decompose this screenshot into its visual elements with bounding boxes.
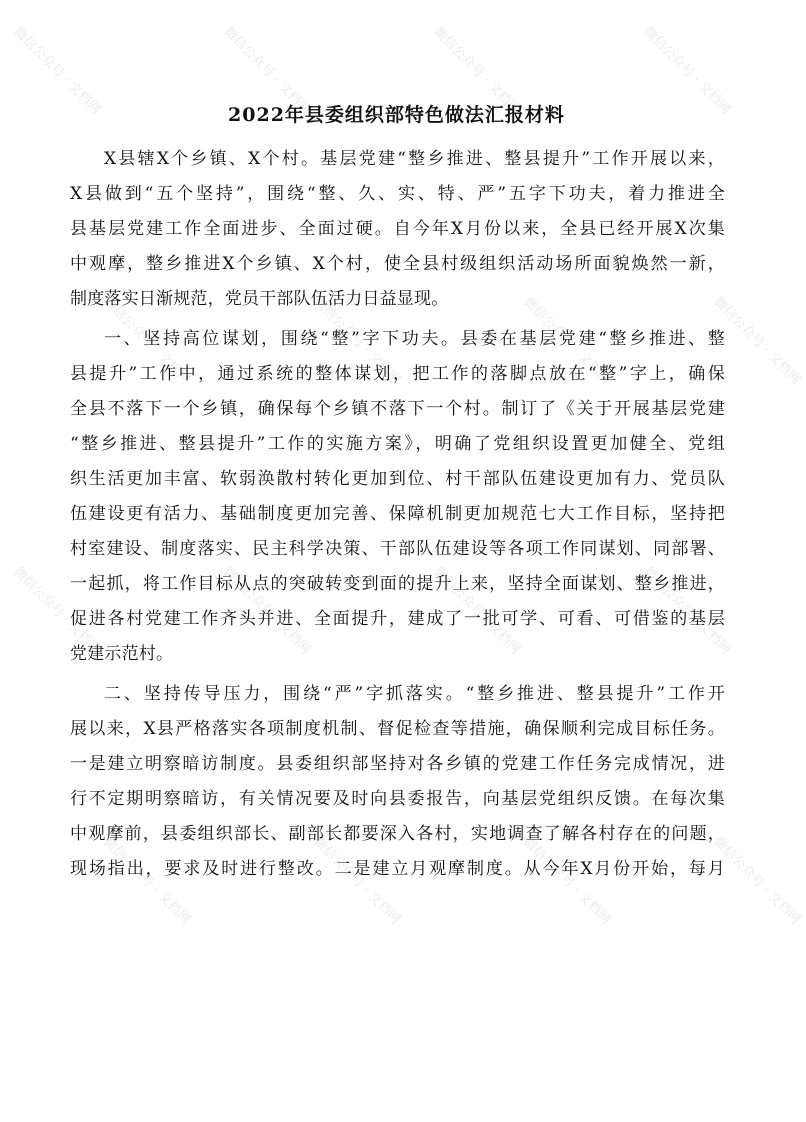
text-line: 伍建设更有活力、基础制度更加完善、保障机制更加规范七大工作目标，坚持把 [70,504,725,524]
text-line: 一是建立明察暗访制度。县委组织部坚持对各乡镇的党建工作任务完成情况，进 [70,754,725,774]
watermark-text: 微信公众号 · 文档网 [310,294,404,388]
document-body [70,142,725,887]
watermark-text: 微信公众号 · 文档网 [10,24,104,118]
watermark-text: 微信公众号 · 文档网 [220,24,314,118]
paragraph-section-2 [70,677,725,887]
text-line: 县提升”工作中，通过系统的整体谋划，把工作的落脚点放在“整”字上，确保 [70,364,725,384]
text-line: 党建示范村。 [70,644,174,664]
text-line: 织生活更加丰富、软弱涣散村转化更加到位、村干部队伍建设更加有力、党员队 [70,469,725,489]
text-line: 中观摩前，县委组织部长、副部长都要深入各村，实地调查了解各村存在的问题， [70,824,725,844]
watermark-text: 微信公众号 · 文档网 [310,834,404,928]
watermark-text: 微信公众号 · 文档网 [640,564,734,658]
paragraph-section-1 [70,322,725,672]
text-line: 制度落实日渐规范，党员干部队伍活力日益显现。 [70,289,449,309]
watermark-text: 微信公众号 · 文档网 [710,294,804,388]
text-line: 现场指出，要求及时进行整改。二是建立月观摩制度。从今年X月份开始，每月 [70,859,725,879]
text-line: 二、坚持传导压力，围绕“严”字抓落实。“整乡推进、整县提升”工作开 [104,684,725,704]
text-line: 县基层党建工作全面进步、全面过硬。自今年X月份以来，全县已经开展X次集 [70,219,725,239]
watermark-text: 微信公众号 · 文档网 [430,564,524,658]
watermark-text: 微信公众号 · 文档网 [710,834,804,928]
watermark-text: 微信公众号 · 文档网 [100,834,194,928]
watermark-text: 微信公众号 · 文档网 [520,294,614,388]
text-line: 中观摩，整乡推进X个乡镇、X个村，使全县村级组织活动场所面貌焕然一新， [70,254,725,274]
watermark-text: 微信公众号 · 文档网 [10,564,104,658]
text-line: “整乡推进、整县提升”工作的实施方案》，明确了党组织设置更加健全、党组 [70,434,725,454]
text-line: 全县不落下一个乡镇，确保每个乡镇不落下一个村。制订了《关于开展基层党建 [70,399,725,419]
text-line: 一起抓，将工作目标从点的突破转变到面的提升上来，坚持全面谋划、整乡推进， [70,574,725,594]
watermark-text: 微信公众号 · 文档网 [640,24,734,118]
text-line: 村室建设、制度落实、民主科学决策、干部队伍建设等各项工作同谋划、同部署、 [70,539,725,559]
watermark-text: 微信公众号 · 文档网 [520,834,614,928]
text-line: 展以来，X县严格落实各项制度机制、督促检查等措施，确保顺利完成目标任务。 [70,719,725,739]
watermark-text: 微信公众号 · 文档网 [100,294,194,388]
text-line: 行不定期明察暗访，有关情况要及时向县委报告，向基层党组织反馈。在每次集 [70,789,725,809]
text-line: 一、坚持高位谋划，围绕“整”字下功夫。县委在基层党建“整乡推进、整 [104,329,725,349]
watermark-text: 微信公众号 · 文档网 [220,564,314,658]
watermark-text: 微信公众号 · 文档网 [430,24,524,118]
paragraph-intro [70,142,725,317]
text-line: X县做到“五个坚持”，围绕“整、久、实、特、严”五字下功夫，着力推进全 [70,184,725,204]
text-line: X县辖X个乡镇、X个村。基层党建“整乡推进、整县提升”工作开展以来， [104,149,725,169]
document-title: 2022年县委组织部特色做法汇报材料 [228,104,565,126]
text-line: 促进各村党建工作齐头并进、全面提升，建成了一批可学、可看、可借鉴的基层 [70,609,725,629]
